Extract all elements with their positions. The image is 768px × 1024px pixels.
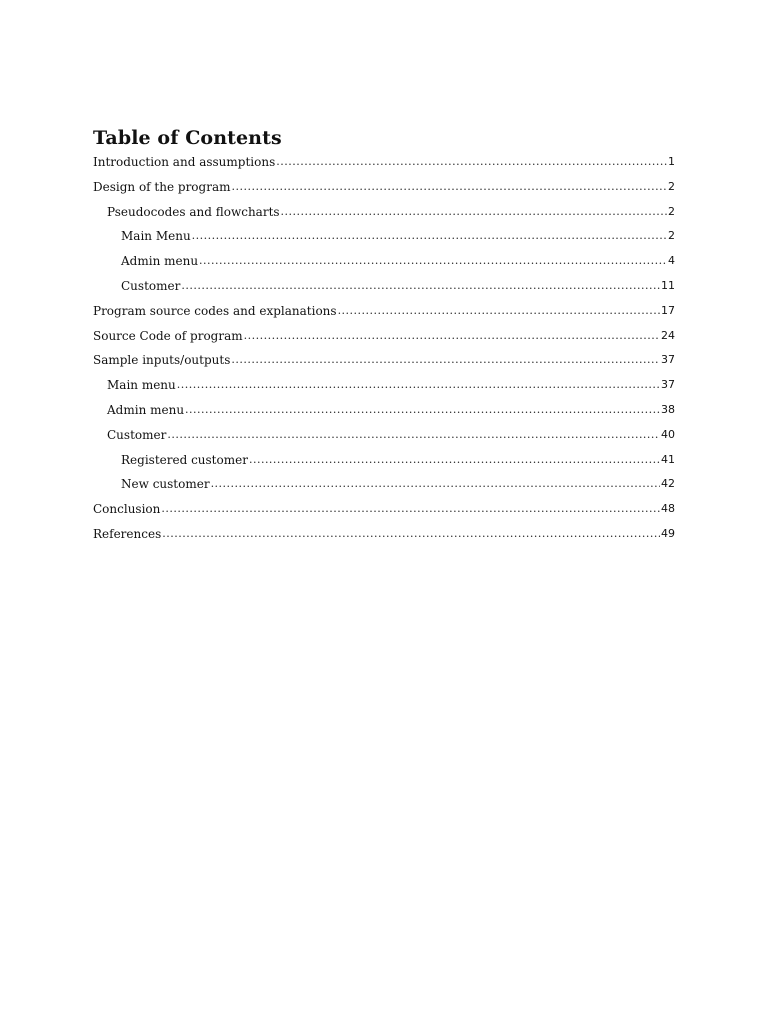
toc-dot-leader: [249, 453, 660, 467]
toc-entry-label: Sample inputs/outputs: [93, 353, 231, 368]
toc-entry-label: Registered customer: [121, 452, 248, 467]
toc-dot-leader: [199, 254, 667, 268]
toc-entry-label: Source Code of program: [93, 328, 243, 343]
toc-page-number: 48: [661, 502, 675, 516]
toc-entry[interactable]: [0, 219, 768, 244]
toc-dot-leader: [231, 180, 667, 194]
toc-page-number: 24: [661, 328, 675, 342]
toc-entry[interactable]: [0, 150, 768, 169]
toc-entry-label: New customer: [121, 477, 210, 492]
toc-list: [0, 150, 768, 541]
toc-entry[interactable]: [0, 516, 768, 541]
toc-entry-label: Main Menu: [121, 229, 191, 244]
toc-entry-label: References: [93, 526, 162, 541]
toc-entry-label: Design of the program: [93, 179, 231, 194]
toc-dot-leader: [177, 378, 660, 392]
toc-entry-label: Admin menu: [121, 254, 199, 269]
toc-entry[interactable]: [0, 467, 768, 492]
toc-entry-label: Program source codes and explanations: [93, 303, 337, 318]
toc-dot-leader: [161, 502, 660, 516]
toc-dot-leader: [338, 304, 660, 318]
toc-entry-label: Introduction and assumptions: [93, 155, 276, 169]
toc-entry-label: Customer: [107, 427, 167, 442]
toc-title: Table of Contents: [93, 127, 282, 149]
toc-page-number: 2: [668, 229, 675, 243]
toc-page-number: 37: [661, 378, 675, 392]
toc-page-number: 1: [668, 155, 675, 168]
toc-entry[interactable]: [0, 293, 768, 318]
toc-dot-leader: [281, 205, 667, 219]
toc-entry[interactable]: [0, 268, 768, 293]
toc-dot-leader: [167, 428, 660, 442]
toc-entry[interactable]: [0, 243, 768, 268]
toc-entry[interactable]: [0, 318, 768, 343]
toc-page-number: 4: [668, 254, 675, 268]
toc-page-number: 2: [668, 179, 675, 193]
toc-entry[interactable]: [0, 392, 768, 417]
toc-dot-leader: [211, 477, 660, 491]
toc-entry[interactable]: [0, 194, 768, 219]
toc-page-number: 2: [668, 204, 675, 218]
toc-entry-label: Admin menu: [107, 402, 185, 417]
toc-entry[interactable]: [0, 442, 768, 467]
toc-entry[interactable]: [0, 367, 768, 392]
toc-dot-leader: [276, 155, 667, 169]
toc-entry-label: Customer: [121, 278, 181, 293]
toc-page-number: 17: [661, 303, 675, 317]
toc-entry-label: Pseudocodes and flowcharts: [107, 204, 280, 219]
toc-entry-label: Main menu: [107, 378, 176, 393]
toc-entry[interactable]: [0, 169, 768, 194]
toc-dot-leader: [231, 353, 660, 367]
toc-dot-leader: [181, 279, 660, 293]
toc-page-number: 37: [661, 353, 675, 367]
toc-page-number: 41: [661, 452, 675, 466]
toc-page-number: 49: [661, 526, 675, 540]
toc-dot-leader: [185, 403, 660, 417]
toc-page-number: 40: [661, 427, 675, 441]
toc-dot-leader: [162, 527, 660, 541]
toc-dot-leader: [192, 229, 667, 243]
toc-entry[interactable]: [0, 343, 768, 368]
toc-page-number: 11: [661, 278, 675, 292]
toc-entry[interactable]: [0, 491, 768, 516]
toc-dot-leader: [244, 329, 660, 343]
toc-page-number: 42: [661, 477, 675, 491]
toc-entry-label: Conclusion: [93, 502, 161, 517]
toc-page-number: 38: [661, 402, 675, 416]
toc-entry[interactable]: [0, 417, 768, 442]
